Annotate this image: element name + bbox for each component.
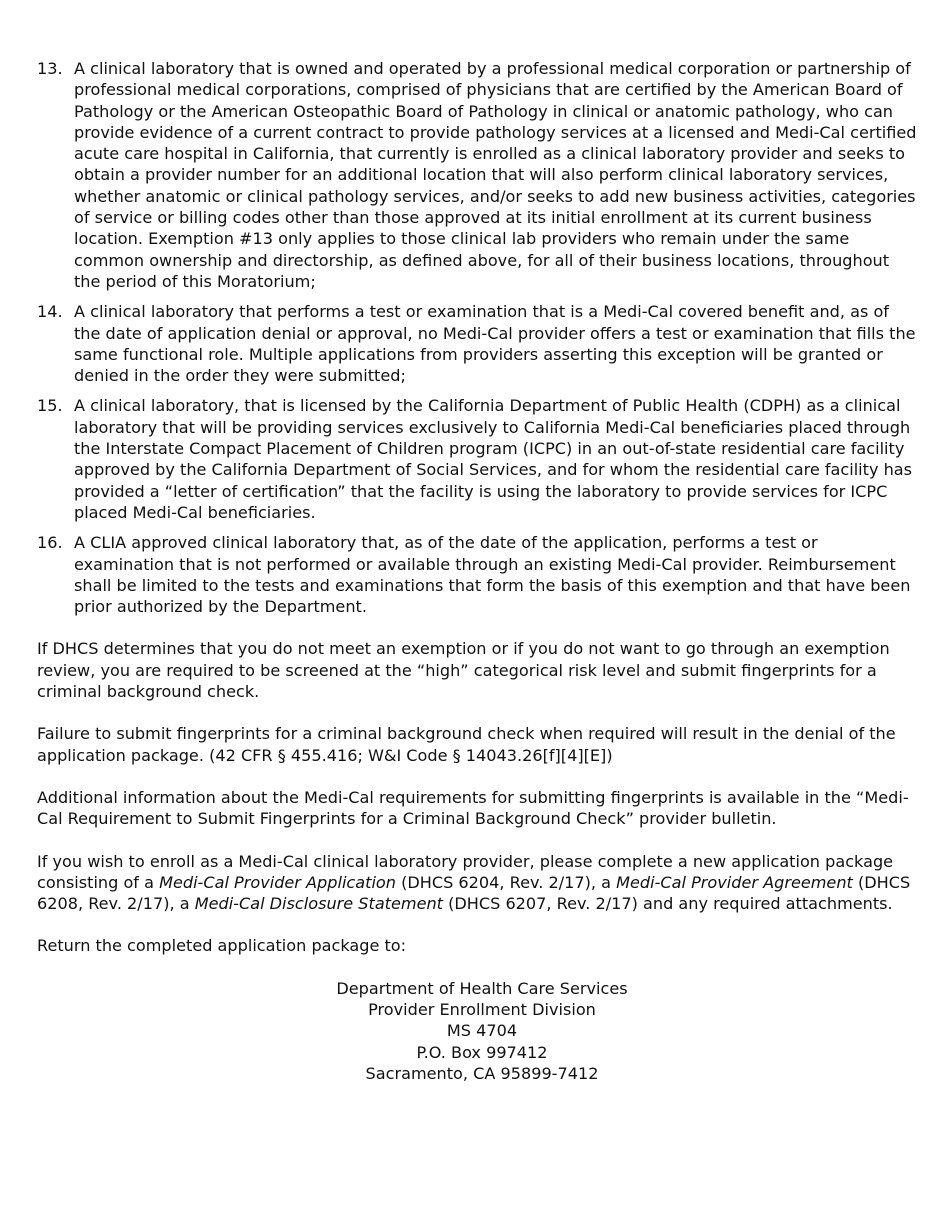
- exemption-text: A clinical laboratory that is owned and operated by a professional medical corporation or partnership of professional medical corporations, comprised of physicians that are certified by the American Board of Pathology or the American Osteopathic Board of Pathology in clinical or anatomic pathology, who can provide evidence of a current contract to provide pathology services at a licensed and Medi-Cal certified acute care hospital in California, that currently is enrolled as a clinical laboratory provider and seeks to obtain a provider number for an additional location that will also perform clinical laboratory services, whether anatomic or clinical pathology services, and/or seeks to add new business activities, categories of service or billing codes other than those approved at its initial enrollment at its current business location. Exemption #13 only applies to those clinical lab providers who remain under the same common ownership and directorship, as defined above, for all of their business locations, throughout the period of this Moratorium;: [74, 59, 917, 291]
- enroll-text: If you wish to enroll as a Medi-Cal clinical laboratory provider, please complete a new application package consisting of a: [37, 851, 894, 892]
- enroll-text: (DHCS 6208, Rev. 2/17), a: [37, 872, 911, 914]
- exemption-number: 16.: [37, 533, 63, 553]
- exemption-number: 15.: [37, 396, 63, 416]
- exemption-text: A clinical laboratory that performs a test or examination that is a Medi-Cal covered benefit and, as of the date of application denial or approval, no Medi-Cal provider offers a test or examination that fills the same functional role. Multiple applications from providers asserting this exception will be granted or denied in the order they were submitted;: [74, 302, 916, 386]
- exemption-item-13: [37, 58, 917, 292]
- address-line: Provider Enrollment Division: [368, 999, 596, 1019]
- address-line: Department of Health Care Services: [336, 978, 628, 998]
- exemption-text: A CLIA approved clinical laboratory that, as of the date of the application, performs a test or examination that is not performed or available through an existing Medi-Cal provider. Reimbursement shall be limited to the tests and examinations that form the basis of this exemption and that have been prior authorized by the Department.: [74, 533, 911, 617]
- return-paragraph: Return the completed application package to:: [37, 936, 407, 956]
- exemption-number: 13.: [37, 59, 63, 78]
- enroll-paragraph: [37, 851, 917, 915]
- exemption-item-14: [37, 301, 917, 386]
- high-risk-paragraph: If DHCS determines that you do not meet an exemption or if you do not want to go through an exemption review, you are required to be screened at the “high” categorical risk level and submit fingerprints for a criminal background check.: [37, 639, 890, 702]
- additional-info-paragraph: Additional information about the Medi-Cal requirements for submitting fingerprints is available in the “Medi-Cal Requirement to Submit Fingerprints for a Criminal Background Check” provider bulletin.: [37, 787, 909, 829]
- exemption-item-15: [37, 395, 917, 523]
- address-line: P.O. Box 997412: [416, 1042, 548, 1062]
- address-line: Sacramento, CA 95899-7412: [365, 1063, 599, 1083]
- exemption-item-16: [37, 532, 917, 617]
- enroll-text: (DHCS 6207, Rev. 2/17) and any required attachments.: [442, 894, 893, 914]
- exemption-number: 14.: [37, 302, 63, 322]
- exemption-text: A clinical laboratory, that is licensed by the California Department of Public Health (CDPH) as a clinical laboratory that will be providing services exclusively to California Medi-Cal beneficiaries placed through the Interstate Compact Placement of Children program (ICPC) in an out-of-state residential care facility approved by the California Department of Social Services, and for whom the residential care facility has provided a “letter of certification” that the facility is using the laboratory to provide services for ICPC placed Medi-Cal beneficiaries.: [74, 396, 913, 522]
- disclosure-statement-title: Medi-Cal Disclosure Statement: [194, 894, 443, 914]
- provider-agreement-title: Medi-Cal Provider Agreement: [616, 872, 853, 892]
- provider-application-title: Medi-Cal Provider Application: [159, 872, 396, 892]
- mailing-address: [37, 978, 927, 1084]
- failure-paragraph: Failure to submit fingerprints for a criminal background check when required will result in the denial of the application package. (42 CFR § 455.416; W&I Code § 14043.26[f][4][E]): [37, 724, 896, 765]
- address-line: MS 4704: [446, 1021, 518, 1041]
- enroll-text: (DHCS 6204, Rev. 2/17), a: [395, 872, 617, 892]
- document-page: [37, 58, 917, 1084]
